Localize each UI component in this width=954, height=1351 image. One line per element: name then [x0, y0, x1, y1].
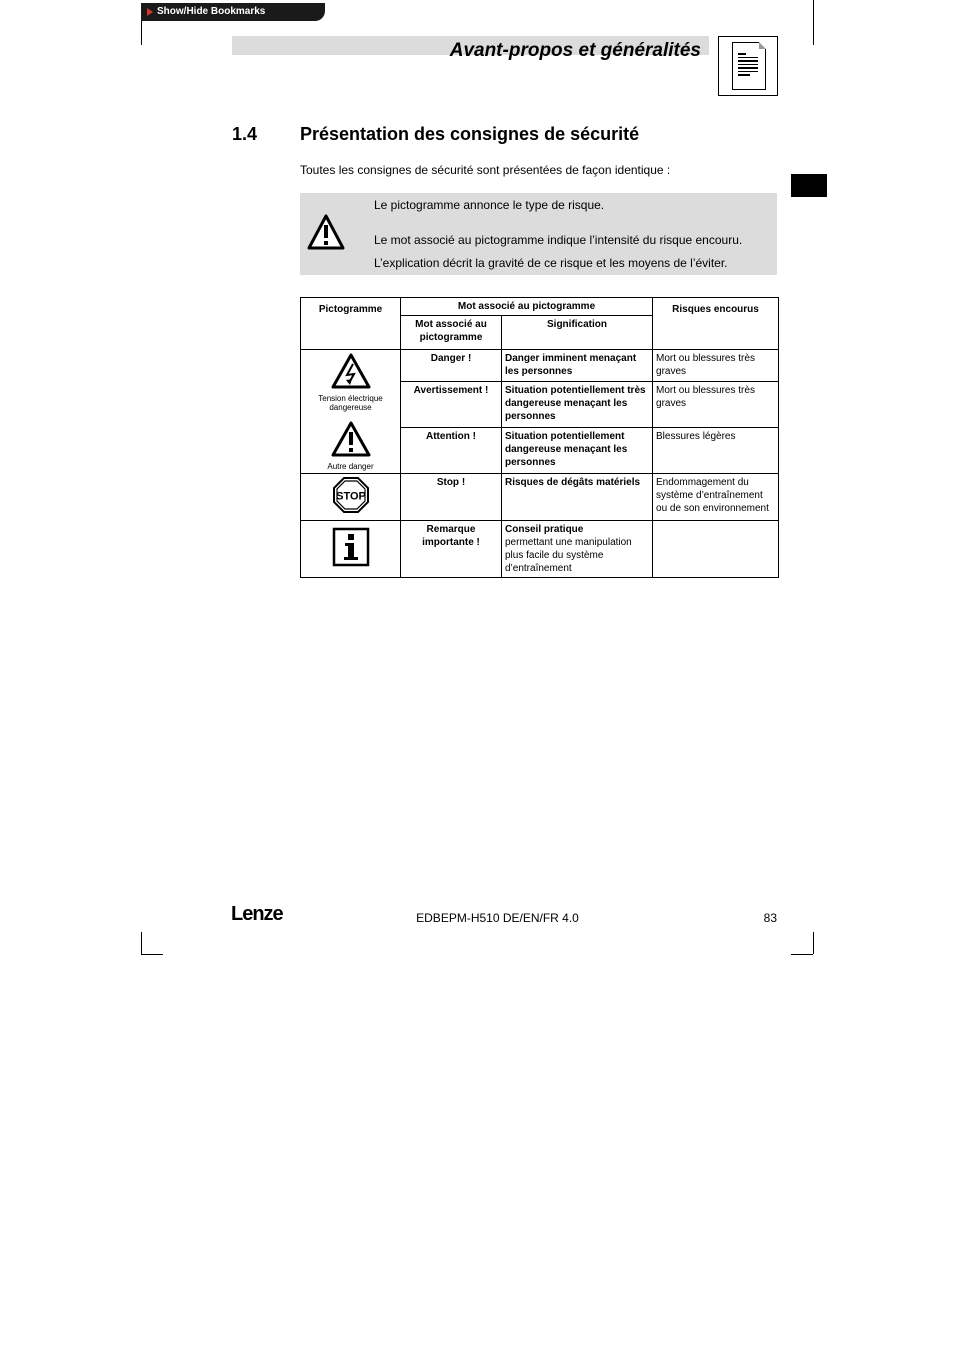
- pictogram-cell-stop: [301, 474, 401, 521]
- table-row: [301, 521, 779, 578]
- meaning-title: Conseil pratique: [505, 524, 584, 535]
- signal-word: Stop !: [401, 474, 502, 521]
- document-reference: EDBEPM-H510 DE/EN/FR 4.0: [416, 911, 579, 925]
- crop-mark-bottom-right-v: [813, 932, 814, 954]
- intro-paragraph: Toutes les consignes de sécurité sont présentées de façon identique :: [300, 163, 671, 177]
- pictogram-explanation-box: [300, 193, 777, 275]
- lenze-logo: Lenze: [231, 903, 283, 925]
- stop-icon: [332, 476, 370, 514]
- meaning: Situation potentiellement très dangereuse menaçant les personnes: [502, 382, 653, 428]
- meaning: Danger imminent menaçant les personnes: [502, 350, 653, 382]
- warning-triangle-icon: [306, 213, 346, 251]
- signal-word: Danger !: [401, 350, 502, 382]
- col-header-signal-group: Mot associé au pictogramme: [401, 298, 653, 316]
- safety-instructions-table: [300, 297, 779, 578]
- risk: Blessures légères: [653, 428, 779, 474]
- table-row: [301, 474, 779, 521]
- crop-mark-top-right: [813, 0, 814, 45]
- crop-mark-bottom-left-h: [141, 954, 163, 955]
- stop-icon-text: STOP: [335, 490, 366, 503]
- triangle-right-icon: [147, 8, 153, 16]
- meaning: Risques de dégâts matériels: [502, 474, 653, 521]
- information-icon: [332, 527, 370, 567]
- pictogram-cell-info: [301, 521, 401, 578]
- col-header-meaning: Signification: [502, 316, 653, 350]
- document-icon: [718, 36, 778, 96]
- caption-other-danger: Autre danger: [327, 462, 374, 471]
- signal-word: Remarque importante !: [401, 521, 502, 578]
- section-title: Présentation des consignes de sécurité: [300, 124, 640, 144]
- col-header-pictogram: Pictogramme: [301, 298, 401, 350]
- high-voltage-warning-icon: [330, 352, 372, 390]
- info-line-signal-word: Le mot associé au pictogramme indique l’intensité du risque encouru.: [374, 233, 743, 247]
- risk: Mort ou blessures très graves: [653, 350, 779, 382]
- signal-word: Attention !: [401, 428, 502, 474]
- chapter-tab-marker: [791, 174, 827, 197]
- risk: [653, 521, 779, 578]
- col-header-signal-word: Mot associé au pictogramme: [401, 316, 502, 350]
- chapter-title: Avant-propos et généralités: [449, 40, 701, 61]
- show-hide-bookmarks-button[interactable]: [141, 3, 325, 21]
- meaning-detail: permettant une manipulation plus facile du système d’entraînement: [505, 537, 632, 574]
- info-line-pictogram: Le pictogramme annonce le type de risque.: [374, 198, 605, 212]
- crop-mark-top-left: [141, 21, 142, 45]
- table-row: [301, 350, 779, 382]
- info-line-explanation: L’explication décrit la gravité de ce risque et les moyens de l’éviter.: [374, 256, 728, 270]
- meaning: Situation potentiellement dangereuse menaçant les personnes: [502, 428, 653, 474]
- risk: Mort ou blessures très graves: [653, 382, 779, 428]
- meaning: [502, 521, 653, 578]
- bookmarks-label: Show/Hide Bookmarks: [157, 6, 266, 17]
- col-header-risks: Risques encourus: [653, 298, 779, 350]
- crop-mark-bottom-right-h: [791, 954, 813, 955]
- general-danger-icon: [330, 420, 372, 458]
- risk: Endommagement du système d’entraînement ou de son environnement: [653, 474, 779, 521]
- signal-word: Avertissement !: [401, 382, 502, 428]
- caption-voltage: Tension électrique dangereuse: [318, 394, 383, 412]
- section-number: 1.4: [232, 124, 258, 144]
- pictogram-cell-danger: [301, 350, 401, 474]
- crop-mark-bottom-left-v: [141, 932, 142, 954]
- page-number: 83: [763, 911, 777, 925]
